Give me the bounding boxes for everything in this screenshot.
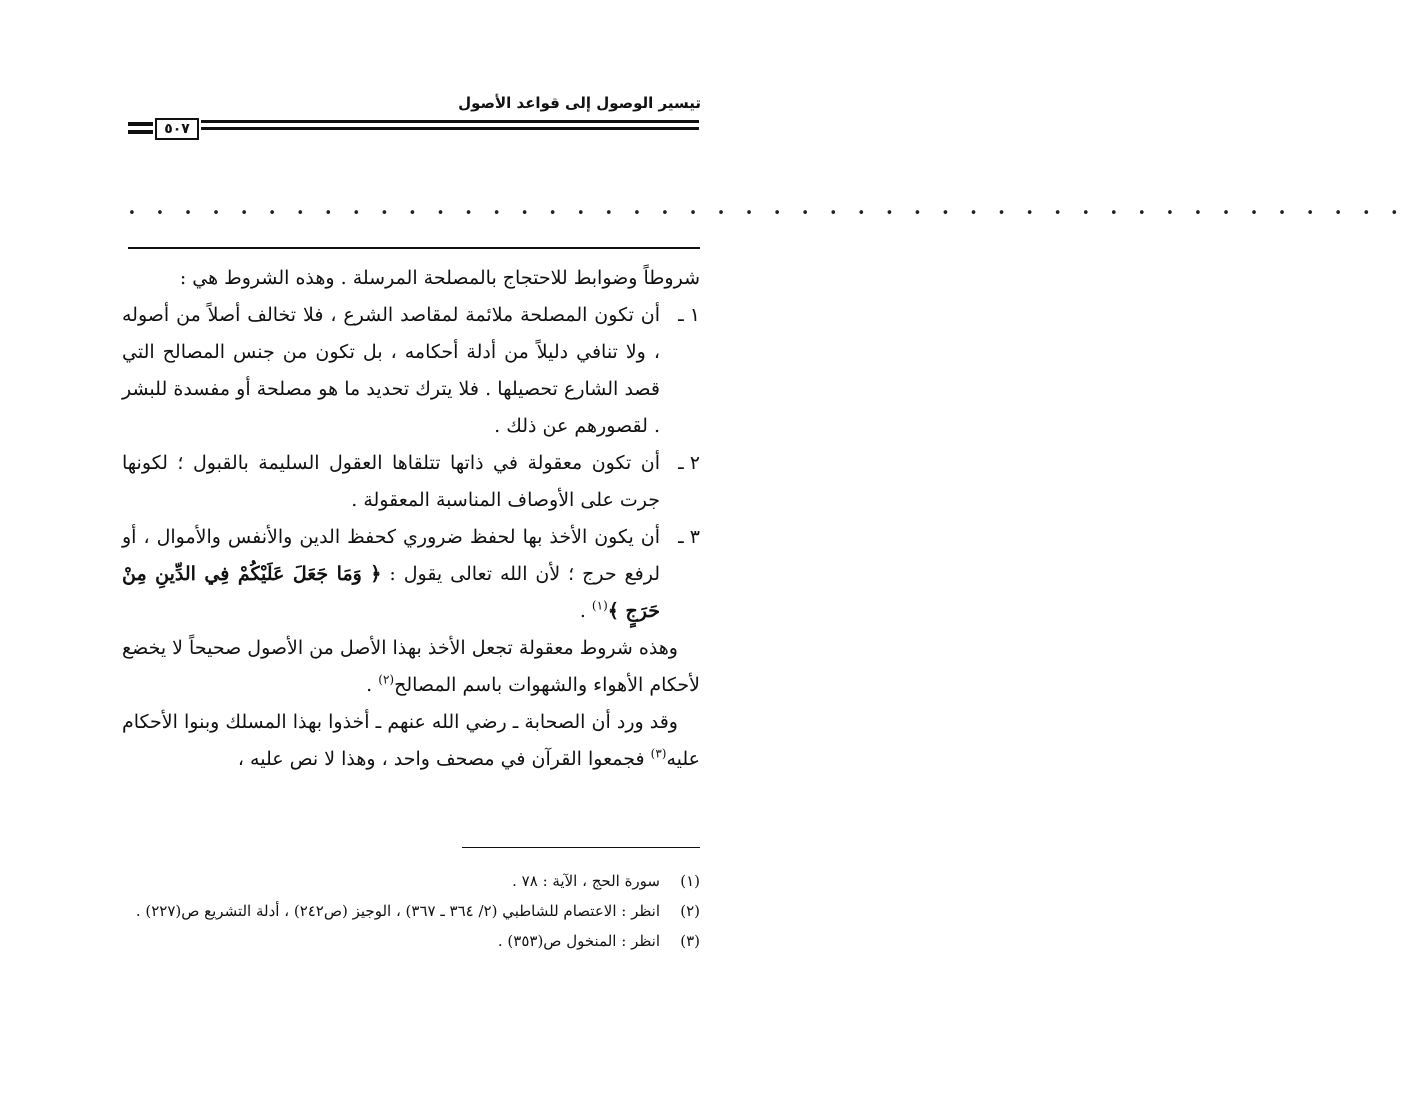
paragraph-text: وهذه شروط معقولة تجعل الأخذ بهذا الأصل من الأصول صحيحاً لا يخضع لأحكام الأهواء والشهوات باسم المصالح xyxy=(121,637,700,696)
paragraph-text: وقد ورد أن الصحابة ـ رضي الله عنهم ـ أخذوا بهذا المسلك وبنوا الأحكام عليه xyxy=(122,711,700,770)
main-text xyxy=(122,260,700,778)
footnote-number: (٣) xyxy=(680,932,700,950)
footnote-number: (٢) xyxy=(680,902,700,920)
header-rule-left-top xyxy=(128,122,153,126)
footnote-1 xyxy=(122,866,700,896)
paragraph-companions xyxy=(122,704,700,778)
footnote-3 xyxy=(122,926,700,956)
footnote-separator xyxy=(462,847,700,848)
footnote-text: سورة الحج ، الآية : ٧٨ . xyxy=(512,872,660,890)
condition-2 xyxy=(122,445,700,519)
quran-verse: ﴿ وَمَا جَعَلَ عَلَيْكُمْ فِي الدِّينِ مِنْ حَرَجٍ ﴾ xyxy=(122,563,660,622)
condition-text-body: أن يكون الأخذ بها لحفظ ضروري كحفظ الدين والأنفس والأموال ، أو لرفع حرج ؛ لأن الله تعالى يقول : xyxy=(122,526,660,585)
header-rule-top xyxy=(201,120,699,123)
footnote-number: (١) xyxy=(680,872,700,890)
condition-1 xyxy=(122,297,700,445)
sentence-end: . xyxy=(366,674,379,696)
sentence-end: . xyxy=(579,600,592,622)
condition-text xyxy=(122,519,660,630)
header-rule-left-bottom xyxy=(128,130,153,134)
footnote-ref: (٢) xyxy=(378,672,395,687)
condition-number: ١ ـ xyxy=(678,304,700,326)
footnote-text: انظر : المنخول ص(٣٥٣) . xyxy=(497,932,660,950)
condition-text: أن تكون معقولة في ذاتها تتلقاها العقول السليمة بالقبول ؛ لكونها جرت على الأوصاف المناسبة المعقولة . xyxy=(122,452,660,511)
footnote-ref: (١) xyxy=(591,598,608,613)
footnotes xyxy=(122,866,700,956)
condition-text: أن تكون المصلحة ملائمة لمقاصد الشرع ، فلا تخالف أصلاً من أصوله ، ولا تنافي دليلاً من أدلة أحكامه ، بل تكون من جنس المصالح التي قصد الشارع تحصيلها . فلا يترك تحديد ما هو مصلحة أو مفسدة للبشر . لقصورهم عن ذلك . xyxy=(122,304,660,437)
footnote-2 xyxy=(122,896,700,926)
paragraph-conditions-summary xyxy=(122,630,700,704)
running-title: تيسير الوصول إلى قواعد الأصول xyxy=(458,94,701,112)
separator-rule xyxy=(128,247,700,249)
intro-paragraph: شروطاً وضوابط للاحتجاج بالمصلحة المرسلة . وهذه الشروط هي : xyxy=(179,267,700,289)
condition-number: ٣ ـ xyxy=(678,526,700,548)
page-number: ٥٠٧ xyxy=(155,118,199,140)
paragraph-text-cont: فجمعوا القرآن في مصحف واحد ، وهذا لا نص عليه ، xyxy=(237,748,651,770)
header-rule-bottom xyxy=(201,127,699,130)
footnote-text: انظر : الاعتصام للشاطبي (٢/ ٣٦٤ ـ ٣٦٧) ، الوجيز (ص٢٤٢) ، أدلة التشريع ص(٢٢٧) . xyxy=(135,902,660,920)
dotted-line: • • • • • • • • • • • • • • • • • • • • • • • • • • • • • • • • • • • • • • • • • • • • • • xyxy=(128,206,1404,221)
condition-3 xyxy=(122,519,700,630)
footnote-ref: (٣) xyxy=(650,746,667,761)
condition-number: ٢ ـ xyxy=(678,452,700,474)
